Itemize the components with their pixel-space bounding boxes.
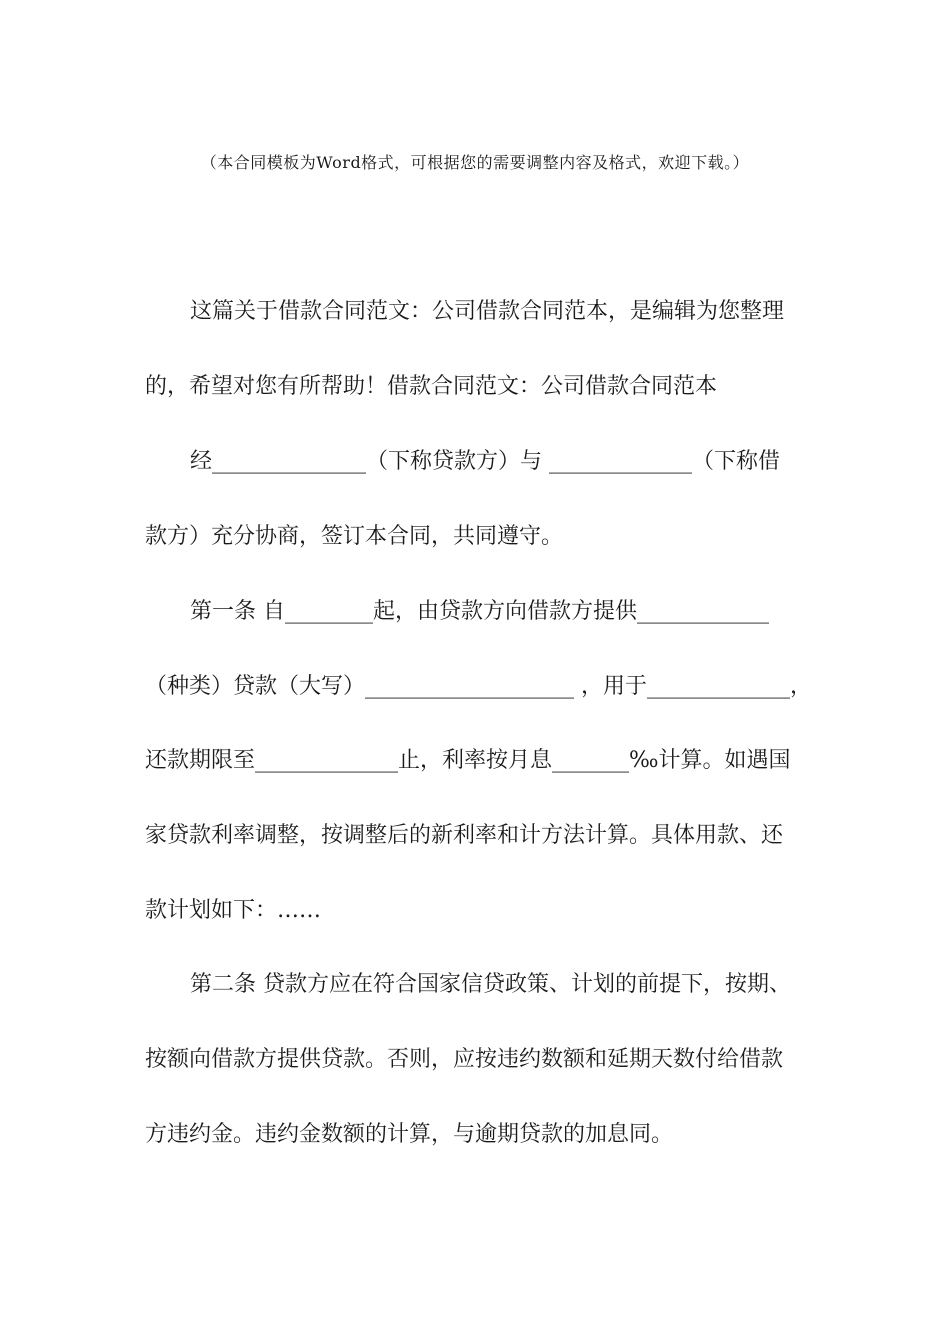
- article-1-line-3: 还款期限至_____________止，利率按月息_______‰计算。如遇国: [145, 748, 791, 773]
- paragraph-line-3: 经______________（下称贷款方）与 _____________（下称借: [190, 449, 780, 474]
- template-note: （本合同模板为Word格式，可根据您的需要调整内容及格式，欢迎下载。）: [200, 153, 750, 172]
- article-2-line-1: 第二条 贷款方应在符合国家信贷政策、计划的前提下，按期、: [190, 972, 791, 997]
- article-1-line-4: 家贷款利率调整，按调整后的新利率和计方法计算。具体用款、还: [145, 823, 784, 848]
- article-1-line-1: 第一条 自________起，由贷款方向借款方提供____________: [190, 599, 769, 624]
- paragraph-line-1: 这篇关于借款合同范文：公司借款合同范本，是编辑为您整理: [190, 299, 785, 324]
- paragraph-line-2: 的，希望对您有所帮助！借款合同范文：公司借款合同范本: [145, 374, 718, 399]
- article-1-line-5: 款计划如下：……: [145, 898, 322, 923]
- article-1-line-2: （种类）贷款（大写）___________________ ，用于_____________，: [145, 674, 812, 699]
- article-2-line-3: 方违约金。违约金数额的计算，与逾期贷款的加息同。: [145, 1122, 674, 1147]
- paragraph-line-4: 款方）充分协商，签订本合同，共同遵守。: [145, 524, 564, 549]
- article-2-line-2: 按额向借款方提供贷款。否则，应按违约数额和延期天数付给借款: [145, 1047, 784, 1072]
